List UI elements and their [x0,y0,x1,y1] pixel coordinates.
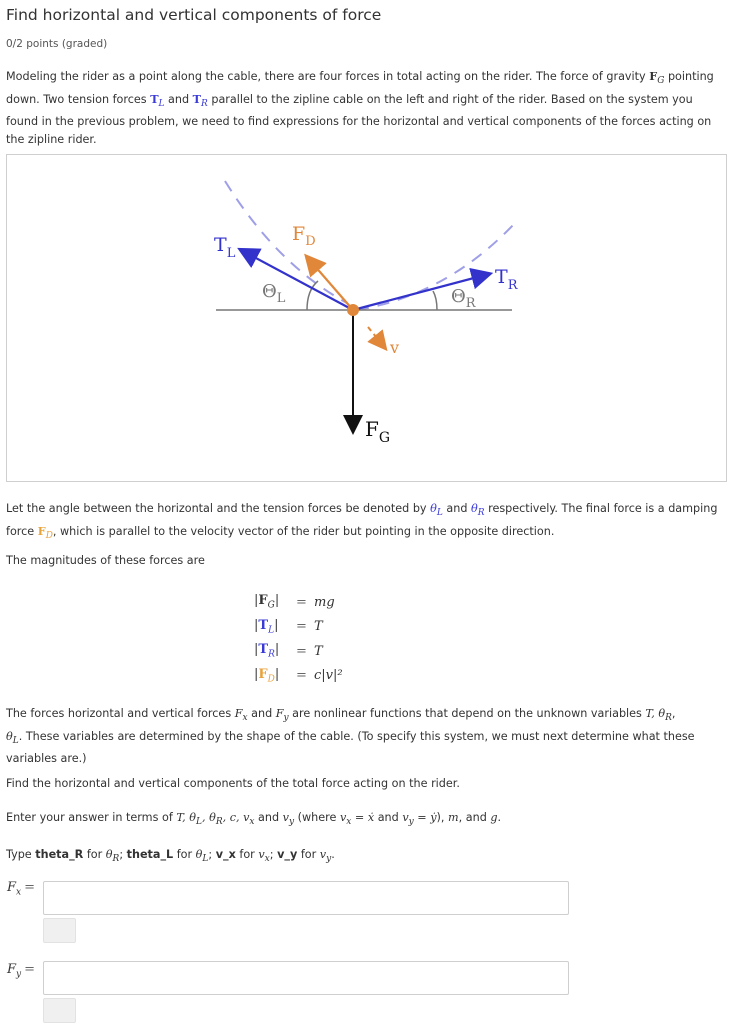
equation-rhs: T [314,643,323,659]
cable-left-dashed [225,181,347,303]
equation-row [254,590,343,615]
equation-row [254,615,343,640]
find-instruction: Find the horizontal and vertical components of the total force acting on the rider. [6,777,460,790]
equation-lhs: $|T_R|$ [254,642,280,661]
equation-lhs: $|F_G|$ [254,593,280,612]
magnitudes-intro: The magnitudes of these forces are [6,554,205,567]
label-fg: $F_G$ [365,417,391,446]
equation-rhs: T [314,619,323,635]
rider-point [347,304,359,316]
label-tr: $T_R$ [495,266,518,293]
nonlinear-paragraph: The forces horizontal and vertical forces $F_x$ and $F_y$ are nonlinear functions that depend on the unknown variables T, $\theta_R$, $\theta_L$. These variables are determined by the shape of the cable. (To specify this system, we must next determine what these variables are.) [6,707,695,766]
equation-lhs: $|F_D|$ [254,666,280,685]
enter-instruction: Enter your answer in terms of T, $\theta_L$, $\theta_R$, c, $v_x$ and $v_y$ (where $v_x$ = ẋ and $v_y$ = ẏ), m, and g. [6,811,502,828]
equation-relation: = [296,619,307,635]
force-diagram [6,154,727,482]
problem-title: Find horizontal and vertical components of force [6,6,382,24]
equation-row [254,639,343,664]
equation-rhs: c|v|² [314,668,343,684]
points-status: 0/2 points (graded) [6,38,108,50]
equation-rhs: mg [314,594,335,610]
velocity-arrow [368,327,385,348]
intro-paragraph: Modeling the rider as a point along the cable, there are four forces in total acting on the rider. The force of gravity $F_G$ pointing down. Two tension forces $T_L$ and $T_R$ parallel to the zipline cable on the left and right of the rider. Based on the system you found in the previous problem, we need to find expressions for the horizontal and vertical components of the forces acting on the zipline rider. [6,69,714,146]
label-theta-r: $\Theta_R$ [451,286,476,311]
magnitude-equations [254,590,343,688]
fd-arrow [307,257,353,310]
fx-label: $F_x$ = [7,880,36,898]
fy-preview-button[interactable] [43,998,76,1023]
force-diagram-svg [7,155,726,481]
angles-paragraph: Let the angle between the horizontal and the tension forces be denoted by $\theta_L$ and $\theta_R$ respectively. The final force is a damping force $F_D$, which is parallel to the velocity vector of the rider but pointing in the opposite direction. [6,502,718,541]
label-theta-l: $\Theta_L$ [262,281,286,306]
label-v: v [390,338,400,357]
label-tl: $T_L$ [214,234,236,261]
theta-r-arc [433,291,437,310]
equation-relation: = [296,643,307,659]
equation-relation: = [296,594,307,610]
tl-arrow [241,250,353,310]
equation-row [254,664,343,689]
type-instruction: Type theta_R for $\theta_R$; theta_L for $\theta_L$; v_x for $v_x$; v_y for $v_y$. [6,848,335,865]
equation-lhs: $|T_L|$ [254,617,279,636]
fy-answer-input[interactable] [43,961,569,995]
fy-label: $F_y$ = [7,962,36,980]
label-fd: $F_D$ [292,223,316,249]
equation-relation: = [296,668,307,684]
fx-preview-button[interactable] [43,918,76,943]
fx-answer-input[interactable] [43,881,569,915]
